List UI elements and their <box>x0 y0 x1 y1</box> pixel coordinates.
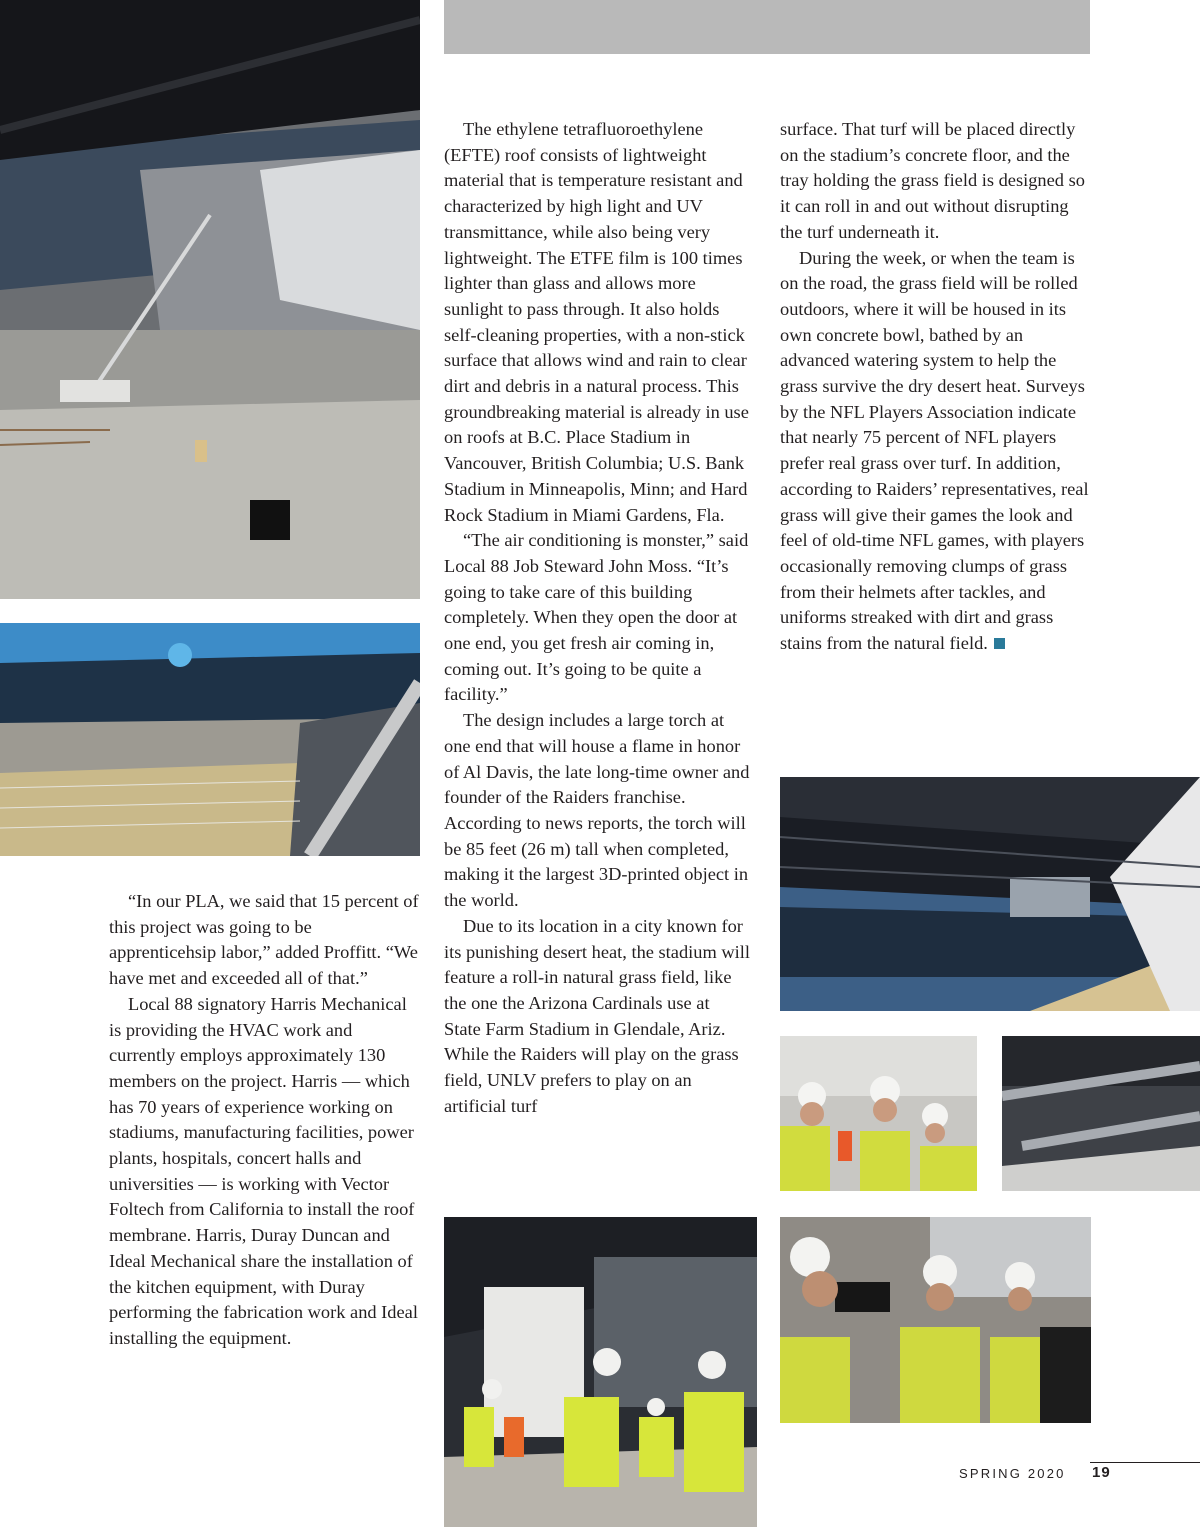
page-number: 19 <box>1092 1464 1111 1481</box>
article-column-2 <box>444 117 750 1119</box>
article-column-3 <box>780 117 1090 657</box>
photo-ductwork <box>1002 1036 1200 1191</box>
footer-rule <box>1090 1462 1200 1463</box>
article-column-1 <box>109 889 421 1352</box>
paragraph: “In our PLA, we said that 15 percent of this project was going to be apprenticehsip labor,” added Proffitt. “We have met and exceeded all of that.” <box>109 891 419 989</box>
header-bar <box>444 0 1090 54</box>
paragraph: surface. That turf will be placed directly on the stadium’s concrete floor, and the tray holding the grass field is designed so it can roll in and out without disrupting the turf underneath it. <box>780 119 1085 242</box>
footer-season: SPRING 2020 <box>959 1466 1066 1481</box>
paragraph-text: During the week, or when the team is on the road, the grass field will be rolled outdoors, where it will be housed in its own concrete bowl, bathed by an advanced watering system to help the grass survive the dry desert heat. Surveys by the NFL Players Association indicate that nearly 75 percent of NFL players prefer real grass over turf. In addition, according to Raiders’ representatives, real grass will give their games the look and feel of old-time NFL games, with players occasionally removing clumps of grass from their helmets after tackles, and uniforms streaked with dirt and grass stains from the natural field. <box>780 247 1089 654</box>
photo-stadium-interior <box>780 777 1200 1011</box>
paragraph <box>780 246 1090 657</box>
photo-workers-tour <box>444 1217 757 1527</box>
paragraph: “The air conditioning is monster,” said Local 88 Job Steward John Moss. “It’s going to take care of this building completely. When they open the door at one end, you get fresh air coming in, coming out. It’s going to be quite a facility.” <box>444 530 749 705</box>
photo-men-hardhats <box>780 1036 977 1191</box>
paragraph: Local 88 signatory Harris Mechanical is providing the HVAC work and currently employs approximately 130 members on the project. Harris — which has 70 years of experience working on stadiums, manufacturing facilities, power plants, hospitals, concert halls and universities — is working with Vector Foltech from California to install the roof membrane. Harris, Duray Duncan and Ideal Mechanical share the installation of the kitchen equipment, with Duray performing the fabrication work and Ideal installing the equipment. <box>109 993 418 1348</box>
photo-stadium-seating <box>0 623 420 856</box>
paragraph: The design includes a large torch at one end that will house a flame in honor of Al Davis, the late long-time owner and founder of the Raiders franchise. According to news reports, the torch will be 85 feet (26 m) tall when completed, making it the largest 3D-printed object in the world. <box>444 710 750 911</box>
paragraph: Due to its location in a city known for its punishing desert heat, the stadium will feature a roll-in natural grass field, like the one the Arizona Cardinals use at State Farm Stadium in Glendale, Ariz. While the Raiders will play on the grass field, UNLV prefers to play on an artificial turf <box>444 915 750 1116</box>
end-mark-icon <box>994 638 1005 649</box>
paragraph: The ethylene tetrafluoroethylene (EFTE) roof consists of lightweight material that is temperature resistant and characterized by high light and UV transmittance, while also being very lightweight. The ETFE film is 100 times lighter than glass and allows more sunlight to pass through. It also holds self-cleaning properties, with a non-stick surface that allows wind and rain to clear dirt and debris in a natural process. This groundbreaking material is already in use on roofs at B.C. Place Stadium in Vancouver, British Columbia; U.S. Bank Stadium in Minneapolis, Minn; and Hard Rock Stadium in Miami Gardens, Fla. <box>444 119 749 525</box>
photo-stadium-crane <box>0 0 420 599</box>
photo-camera-interview <box>780 1217 1091 1423</box>
